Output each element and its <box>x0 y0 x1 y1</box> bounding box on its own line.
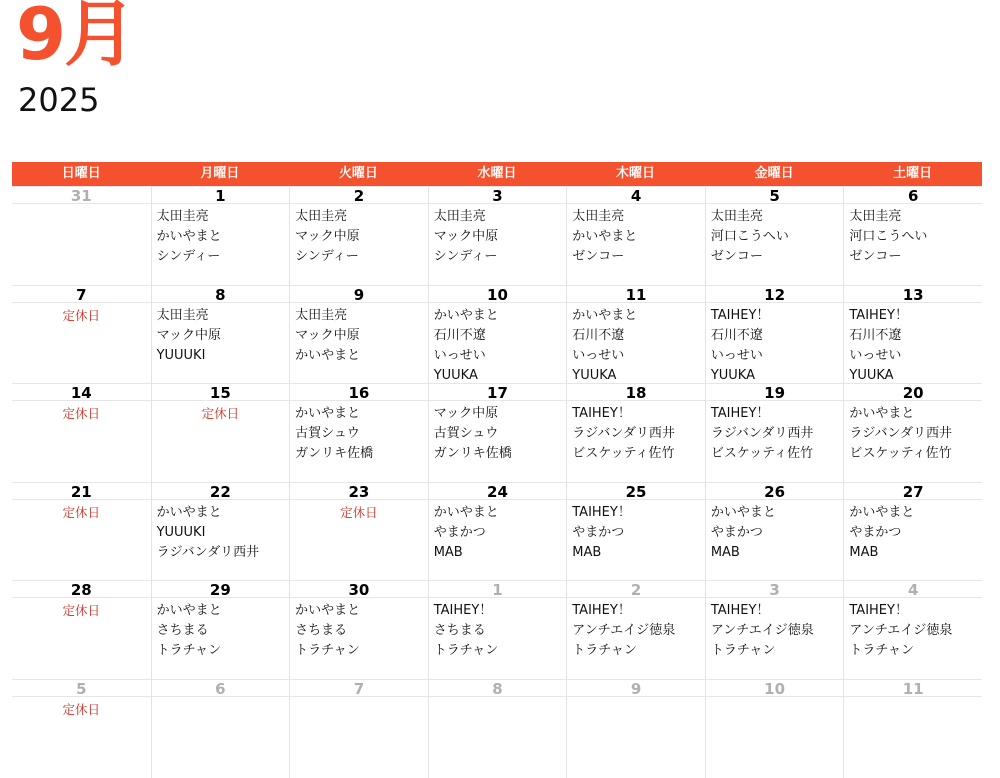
day-number: 29 <box>152 580 290 598</box>
schedule-entry: かいやまと <box>849 406 915 422</box>
day-number: 8 <box>429 679 567 697</box>
week-row <box>12 383 982 482</box>
entry-list <box>567 204 705 267</box>
day-number: 21 <box>12 482 151 500</box>
day-cell[interactable] <box>705 383 844 482</box>
schedule-entry: マック中原 <box>433 406 499 422</box>
weekday-friday: 金曜日 <box>754 166 794 181</box>
entry-list <box>706 598 844 661</box>
day-cell[interactable] <box>566 186 705 285</box>
day-cell[interactable] <box>151 679 290 778</box>
schedule-entry: アンチエイジ徳泉 <box>572 623 676 639</box>
day-cell[interactable] <box>289 186 428 285</box>
day-number: 9 <box>290 285 428 303</box>
entry-list <box>567 500 705 563</box>
day-cell[interactable] <box>705 482 844 581</box>
schedule-entry: ラジバンダリ西井 <box>156 544 260 560</box>
schedule-entry: 太田圭亮 <box>572 209 625 224</box>
schedule-entry: ビスケッティ佐竹 <box>849 446 952 462</box>
day-cell[interactable] <box>843 285 982 384</box>
week-row <box>12 482 982 581</box>
schedule-entry: ゼンコー <box>849 249 902 264</box>
weekday-monday: 月曜日 <box>200 166 240 181</box>
day-cell[interactable] <box>843 482 982 581</box>
day-number: 15 <box>152 383 290 401</box>
schedule-entry: マック中原 <box>295 229 360 244</box>
day-number: 2 <box>567 580 705 598</box>
schedule-entry: MAB <box>572 544 602 560</box>
holiday-label: 定休日 <box>62 504 101 520</box>
schedule-entry: マック中原 <box>156 327 222 343</box>
schedule-entry: かいやまと <box>156 504 222 520</box>
schedule-entry: やまかつ <box>849 524 902 540</box>
weekday-thursday: 木曜日 <box>616 166 656 181</box>
entry-list <box>844 500 982 563</box>
schedule-entry: TAIHEY！ <box>710 406 770 422</box>
schedule-entry: かいやまと <box>433 504 499 520</box>
schedule-entry: 石川不遼 <box>849 327 902 343</box>
schedule-entry: かいやまと <box>156 603 222 619</box>
day-number: 4 <box>844 580 982 598</box>
day-cell[interactable] <box>843 383 982 482</box>
day-cell[interactable] <box>12 383 151 482</box>
schedule-entry: シンディー <box>433 249 498 264</box>
entry-list <box>429 598 567 661</box>
schedule-entry: ゼンコー <box>710 249 763 264</box>
day-cell[interactable] <box>151 580 290 679</box>
schedule-entry: 古賀シュウ <box>433 426 499 442</box>
day-number: 1 <box>429 580 567 598</box>
week-row <box>12 679 982 778</box>
day-cell[interactable] <box>12 285 151 384</box>
schedule-entry: かいやまと <box>849 504 915 520</box>
schedule-entry: アンチエイジ徳泉 <box>710 623 814 639</box>
weekday-saturday: 土曜日 <box>893 166 933 181</box>
schedule-entry: 太田圭亮 <box>295 209 348 224</box>
day-cell[interactable] <box>428 482 567 581</box>
holiday-label: 定休日 <box>62 406 101 422</box>
day-cell[interactable] <box>12 580 151 679</box>
day-number: 5 <box>12 679 151 697</box>
schedule-entry: アンチエイジ徳泉 <box>849 623 953 639</box>
day-cell[interactable] <box>566 383 705 482</box>
schedule-entry: かいやまと <box>295 603 361 619</box>
week-row <box>12 580 982 679</box>
schedule-entry: YUUUKI <box>156 347 206 363</box>
entry-list <box>844 401 982 464</box>
entry-list <box>567 401 705 464</box>
day-number: 6 <box>844 186 982 204</box>
day-cell[interactable] <box>289 679 428 778</box>
day-cell[interactable] <box>705 285 844 384</box>
schedule-entry: トラチャン <box>849 643 914 659</box>
day-number: 22 <box>152 482 290 500</box>
schedule-entry: 太田圭亮 <box>433 209 486 224</box>
schedule-entry: 石川不遼 <box>710 327 763 343</box>
day-number: 13 <box>844 285 982 303</box>
holiday-label: 定休日 <box>62 701 101 717</box>
day-number: 9 <box>567 679 705 697</box>
day-cell[interactable] <box>428 186 567 285</box>
entry-list <box>429 500 567 563</box>
entry-list <box>844 598 982 661</box>
day-cell[interactable] <box>705 679 844 778</box>
holiday-label: 定休日 <box>62 307 101 323</box>
schedule-entry: マック中原 <box>433 229 499 244</box>
schedule-entry: YUUKA <box>710 367 755 383</box>
schedule-entry: いっせい <box>849 347 902 363</box>
week-row <box>12 186 982 285</box>
schedule-entry: トラチャン <box>710 643 776 659</box>
year-title: 2025 <box>18 81 100 119</box>
day-number: 3 <box>429 186 567 204</box>
entry-list <box>429 401 567 464</box>
schedule-entry: YUUKA <box>433 367 478 383</box>
day-number: 19 <box>706 383 844 401</box>
schedule-entry: 石川不遼 <box>572 327 625 343</box>
schedule-entry: シンディー <box>295 249 359 264</box>
weekday-tuesday: 火曜日 <box>338 166 378 181</box>
holiday-label: 定休日 <box>201 406 240 422</box>
entry-list <box>152 204 290 267</box>
schedule-entry: かいやまと <box>295 406 361 422</box>
day-number: 18 <box>567 383 705 401</box>
day-cell[interactable] <box>12 679 151 778</box>
day-number: 7 <box>290 679 428 697</box>
day-number: 3 <box>706 580 844 598</box>
entry-list <box>844 204 982 267</box>
day-number: 8 <box>152 285 290 303</box>
schedule-entry: MAB <box>433 544 463 560</box>
day-cell[interactable] <box>566 482 705 581</box>
schedule-entry: ガンリキ佐橋 <box>433 446 512 462</box>
month-title: 9月 <box>16 0 135 76</box>
schedule-entry: 河口こうへい <box>710 229 789 244</box>
entry-list <box>152 303 290 366</box>
schedule-entry: トラチャン <box>572 643 637 659</box>
schedule-entry: かいやまと <box>156 229 222 244</box>
day-number: 17 <box>429 383 567 401</box>
day-number: 10 <box>429 285 567 303</box>
entry-list <box>706 204 844 267</box>
schedule-entry: かいやまと <box>572 307 638 323</box>
schedule-entry: トラチャン <box>433 643 499 659</box>
schedule-entry: いっせい <box>710 347 763 363</box>
day-number: 24 <box>429 482 567 500</box>
entry-list <box>567 303 705 386</box>
schedule-entry: 石川不遼 <box>433 327 486 343</box>
schedule-entry: ラジバンダリ西井 <box>710 426 814 442</box>
entry-list <box>706 303 844 386</box>
day-cell[interactable] <box>289 482 428 581</box>
day-cell[interactable] <box>566 580 705 679</box>
day-number: 14 <box>12 383 151 401</box>
day-cell[interactable] <box>428 679 567 778</box>
day-number: 7 <box>12 285 151 303</box>
schedule-entry: TAIHEY！ <box>433 603 493 619</box>
schedule-entry: 太田圭亮 <box>156 307 209 323</box>
schedule-entry: かいやまと <box>433 307 499 323</box>
entry-list <box>290 204 428 267</box>
day-number: 11 <box>844 679 982 697</box>
entry-list <box>290 303 428 366</box>
calendar-grid <box>12 162 982 741</box>
day-cell[interactable] <box>151 383 290 482</box>
schedule-entry: さちまる <box>433 623 486 639</box>
day-cell[interactable] <box>843 679 982 778</box>
day-number: 30 <box>290 580 428 598</box>
schedule-entry: いっせい <box>572 347 625 363</box>
day-cell[interactable] <box>428 580 567 679</box>
day-cell[interactable] <box>428 285 567 384</box>
schedule-entry: 太田圭亮 <box>295 307 348 323</box>
schedule-entry: MAB <box>710 544 740 560</box>
entry-list <box>429 303 567 386</box>
schedule-entry: やまかつ <box>433 524 486 540</box>
schedule-entry: YUUKA <box>849 367 894 383</box>
day-number: 6 <box>152 679 290 697</box>
schedule-entry: かいやまと <box>710 504 776 520</box>
entry-list <box>706 401 844 464</box>
day-cell[interactable] <box>12 186 151 285</box>
day-number: 4 <box>567 186 705 204</box>
schedule-entry: ゼンコー <box>572 249 625 264</box>
schedule-entry: MAB <box>849 544 879 560</box>
schedule-entry: YUUUKI <box>156 524 206 540</box>
entry-list <box>429 204 567 267</box>
day-cell[interactable] <box>843 580 982 679</box>
entry-list <box>152 500 290 563</box>
schedule-entry: トラチャン <box>295 643 360 659</box>
day-number: 5 <box>706 186 844 204</box>
schedule-entry: マック中原 <box>295 327 360 343</box>
schedule-entry: シンディー <box>156 249 221 264</box>
day-number: 27 <box>844 482 982 500</box>
weekday-header <box>12 162 982 186</box>
schedule-entry: ビスケッティ佐竹 <box>710 446 814 462</box>
day-number: 2 <box>290 186 428 204</box>
entry-list <box>290 598 428 661</box>
schedule-entry: 太田圭亮 <box>710 209 763 224</box>
day-cell[interactable] <box>151 482 290 581</box>
schedule-entry: さちまる <box>295 623 348 639</box>
entry-list <box>152 598 290 661</box>
schedule-entry: YUUKA <box>572 367 617 383</box>
entry-list <box>290 401 428 464</box>
day-cell[interactable] <box>151 285 290 384</box>
day-number: 26 <box>706 482 844 500</box>
day-number: 31 <box>12 186 151 204</box>
day-cell[interactable] <box>705 580 844 679</box>
day-number: 16 <box>290 383 428 401</box>
schedule-entry: トラチャン <box>156 643 222 659</box>
schedule-entry: TAIHEY！ <box>572 406 631 422</box>
holiday-label: 定休日 <box>340 504 378 520</box>
schedule-entry: ラジバンダリ西井 <box>572 426 675 442</box>
day-number: 1 <box>152 186 290 204</box>
schedule-entry: TAIHEY！ <box>710 603 770 619</box>
calendar-weeks <box>12 186 982 778</box>
schedule-entry: 太田圭亮 <box>156 209 209 224</box>
schedule-entry: TAIHEY！ <box>849 307 908 323</box>
schedule-entry: ガンリキ佐橋 <box>295 446 374 462</box>
day-number: 11 <box>567 285 705 303</box>
day-cell[interactable] <box>12 482 151 581</box>
schedule-entry: やまかつ <box>710 524 763 540</box>
day-cell[interactable] <box>566 285 705 384</box>
day-cell[interactable] <box>289 580 428 679</box>
day-number: 12 <box>706 285 844 303</box>
day-cell[interactable] <box>705 186 844 285</box>
week-row <box>12 285 982 384</box>
schedule-entry: ビスケッティ佐竹 <box>572 446 675 462</box>
schedule-entry: TAIHEY！ <box>710 307 770 323</box>
schedule-entry: TAIHEY！ <box>572 504 631 520</box>
day-cell[interactable] <box>151 186 290 285</box>
entry-list <box>706 500 844 563</box>
weekday-wednesday: 水曜日 <box>477 166 517 181</box>
schedule-entry: かいやまと <box>295 347 361 363</box>
schedule-entry: 古賀シュウ <box>295 426 360 442</box>
schedule-entry: TAIHEY！ <box>572 603 631 619</box>
day-number: 28 <box>12 580 151 598</box>
holiday-label: 定休日 <box>62 603 101 619</box>
weekday-sunday: 日曜日 <box>61 166 101 181</box>
day-cell[interactable] <box>428 383 567 482</box>
entry-list <box>567 598 705 661</box>
schedule-entry: やまかつ <box>572 524 625 540</box>
entry-list <box>844 303 982 386</box>
schedule-entry: かいやまと <box>572 229 638 244</box>
day-cell[interactable] <box>289 383 428 482</box>
day-number: 23 <box>290 482 428 500</box>
day-cell[interactable] <box>843 186 982 285</box>
schedule-entry: いっせい <box>433 347 486 363</box>
day-cell[interactable] <box>289 285 428 384</box>
schedule-entry: 太田圭亮 <box>849 209 902 224</box>
schedule-entry: TAIHEY！ <box>849 603 908 619</box>
day-number: 25 <box>567 482 705 500</box>
day-number: 20 <box>844 383 982 401</box>
schedule-entry: さちまる <box>156 623 209 639</box>
day-number: 10 <box>706 679 844 697</box>
day-cell[interactable] <box>566 679 705 778</box>
schedule-entry: ラジバンダリ西井 <box>849 426 952 442</box>
schedule-entry: 河口こうへい <box>849 229 928 244</box>
